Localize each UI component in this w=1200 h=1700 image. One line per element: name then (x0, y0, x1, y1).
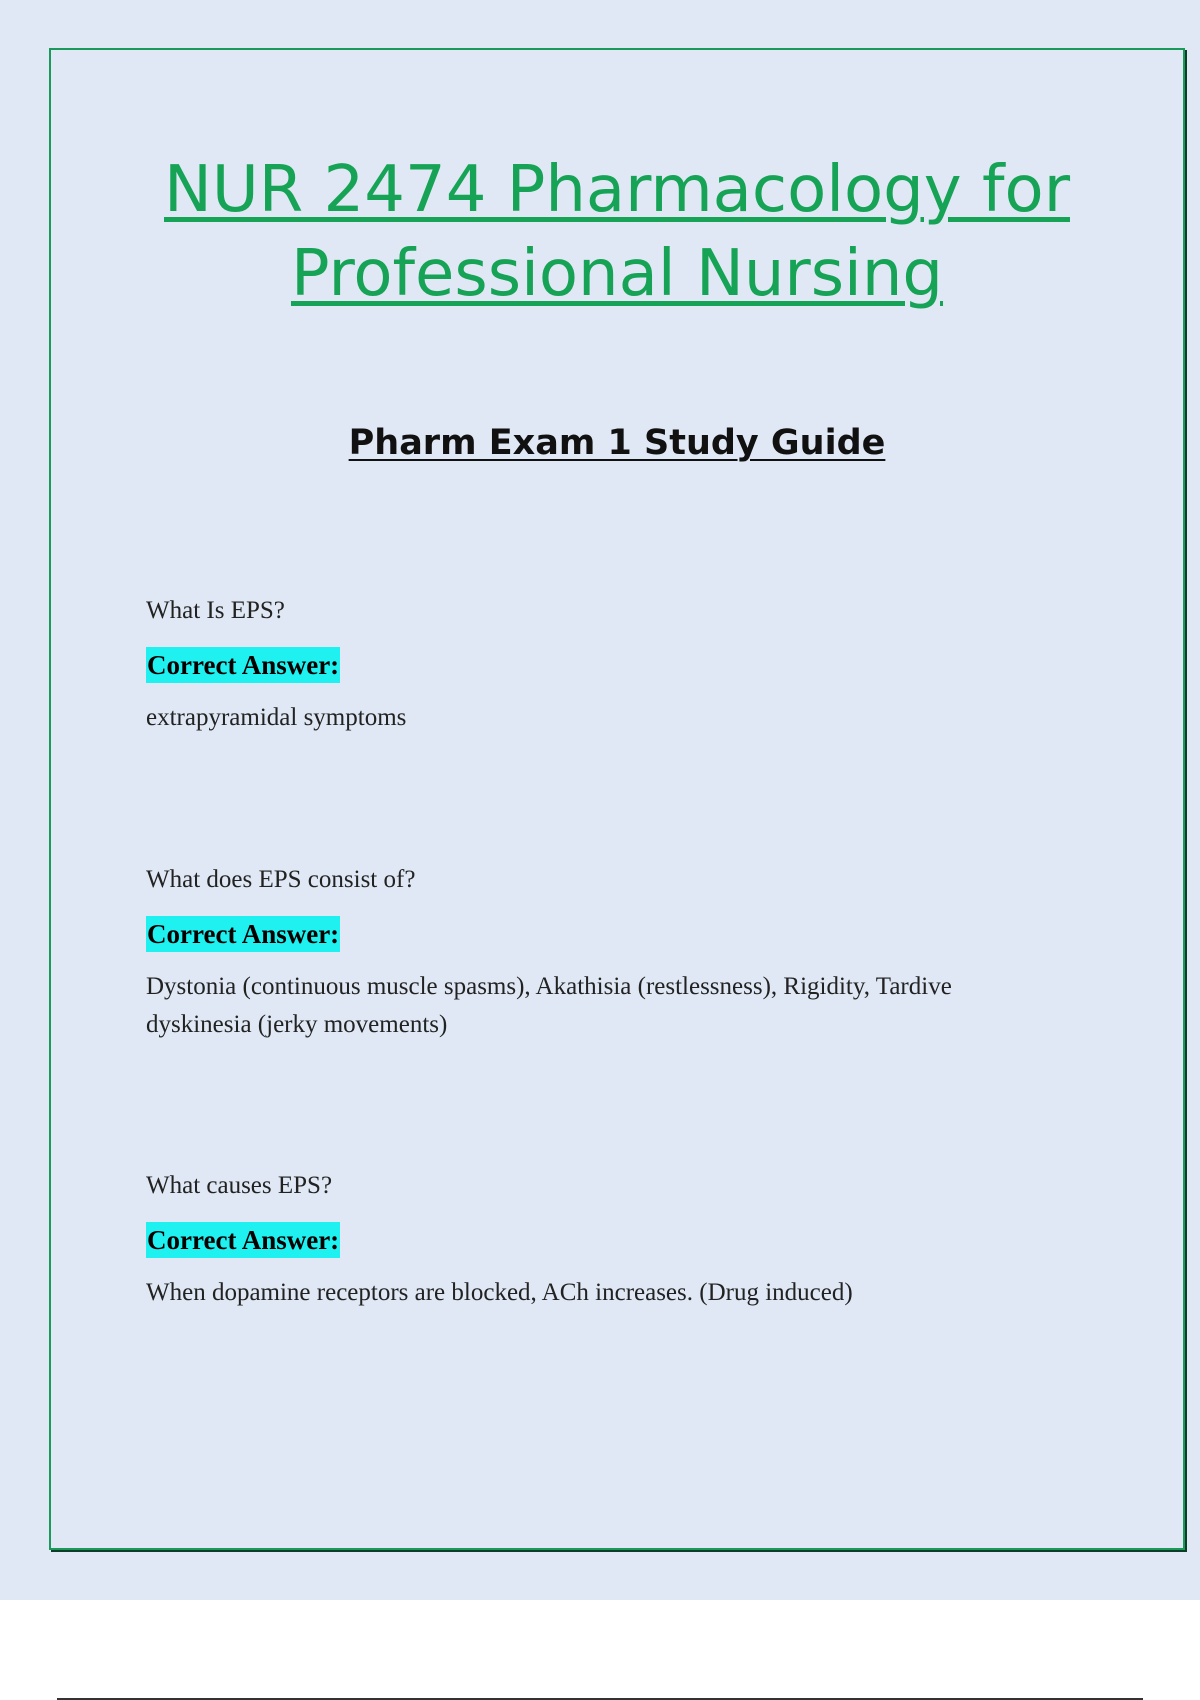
qa-item (146, 862, 1046, 1044)
answer-text: Dystonia (continuous muscle spasms), Akathisia (restlessness), Rigidity, Tardive dyskinesia (jerky movements) (146, 973, 952, 1038)
answer-text: When dopamine receptors are blocked, ACh increases. (Drug induced) (146, 1279, 853, 1306)
answer-text: extrapyramidal symptoms (146, 704, 407, 731)
answer-label: Correct Answer: (146, 647, 340, 683)
qa-item (146, 593, 1046, 737)
answer-label: Correct Answer: (146, 916, 340, 952)
document-subtitle: Pharm Exam 1 Study Guide (348, 423, 886, 463)
question-text: What Is EPS? (146, 597, 285, 624)
question-text: What does EPS consist of? (146, 866, 416, 893)
question-text: What causes EPS? (146, 1172, 333, 1199)
document-title: NUR 2474 Pharmacology for Professional Nursing (164, 153, 1070, 311)
qa-item (146, 1168, 1046, 1312)
answer-label: Correct Answer: (146, 1222, 340, 1258)
